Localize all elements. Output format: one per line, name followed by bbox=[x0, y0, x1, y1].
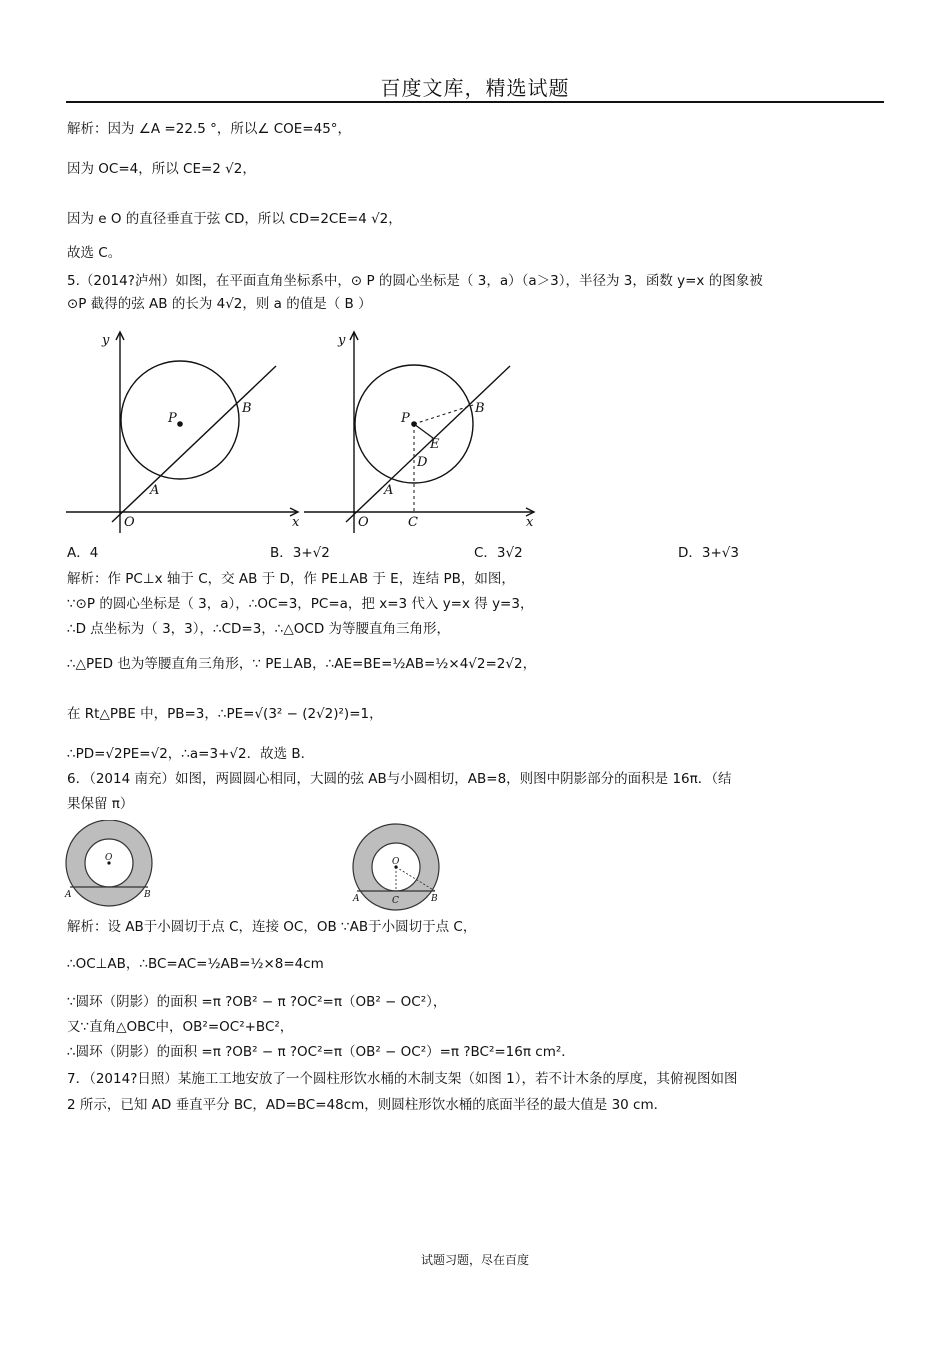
text-line: ∴PD=√2PE=√2，∴a=3+√2．故选 B． bbox=[67, 746, 315, 762]
point-a-label: A bbox=[150, 483, 160, 498]
text-line: 因为 OC=4，所以 CE=2 √2， bbox=[67, 161, 256, 177]
q5-figures bbox=[62, 318, 542, 538]
text-line: ∴D 点坐标为（ 3，3），∴CD=3，∴△OCD 为等腰直角三角形， bbox=[67, 621, 451, 637]
question-6-line-2: 果保留 π） bbox=[67, 796, 134, 812]
point-b-label: B bbox=[475, 401, 485, 416]
text-line: ∴△PED 也为等腰直角三角形，∵ PE⊥AB，∴AE=BE=½AB=½×4√2=2√2， bbox=[67, 656, 537, 672]
question-5-line-1: 5.（2014?泸州）如图，在平面直角坐标系中，⊙ P 的圆心坐标是（ 3，a）（a＞3），半径为 3，函数 y=x 的图象被 bbox=[67, 273, 763, 289]
question-7-line-1: 7．（2014?日照）某施工工地安放了一个圆柱形饮水桶的木制支架（如图 1），若不计木条的厚度，其俯视图如图 bbox=[67, 1071, 738, 1087]
point-p-label: P bbox=[401, 411, 410, 426]
center-o-label: O bbox=[392, 857, 400, 867]
origin-label: O bbox=[124, 515, 135, 530]
option-a: A．4 bbox=[67, 545, 99, 561]
point-a-label: A bbox=[65, 890, 72, 900]
point-a-label: A bbox=[384, 483, 394, 498]
origin-label: O bbox=[358, 515, 369, 530]
point-c-label: C bbox=[408, 515, 418, 530]
text-line: 在 Rt△PBE 中，PB=3，∴PE=√(3² − (2√2)²)=1， bbox=[67, 706, 383, 722]
y-axis-label: y bbox=[102, 333, 110, 348]
point-a-label: A bbox=[353, 894, 360, 904]
header-rule bbox=[66, 101, 884, 103]
x-axis-label: x bbox=[526, 515, 534, 530]
text-line: 解析：设 AB于小圆切于点 C，连接 OC，OB ∵AB于小圆切于点 C， bbox=[67, 919, 477, 935]
page-header-title: 百度文库，精选试题 bbox=[380, 76, 570, 100]
text-line: 故选 C。 bbox=[67, 245, 122, 261]
option-d: D．3+√3 bbox=[678, 545, 739, 561]
question-7-line-2: 2 所示，已知 AD 垂直平分 BC，AD=BC=48cm，则圆柱形饮水桶的底面半径的最大值是 30 cm． bbox=[67, 1097, 668, 1113]
question-6-line-1: 6．（2014 南充）如图，两圆圆心相同，大圆的弦 AB与小圆相切，AB=8，则图中阴影部分的面积是 16π．（结 bbox=[67, 771, 732, 787]
page-footer: 试题习题，尽在百度 bbox=[420, 1253, 529, 1267]
text-line: 又∵直角△OBC中，OB²=OC²+BC²， bbox=[67, 1019, 294, 1035]
text-line: 因为 e O 的直径垂直于弦 CD，所以 CD=2CE=4 √2， bbox=[67, 211, 402, 227]
point-b-label: B bbox=[242, 401, 252, 416]
point-d-label: D bbox=[417, 455, 428, 470]
point-c-label: C bbox=[392, 896, 399, 906]
text-line: 解析：因为 ∠A =22.5 °，所以∠ COE=45°， bbox=[67, 121, 352, 137]
center-o-label: O bbox=[105, 853, 113, 863]
text-line: ∴OC⊥AB，∴BC=AC=½AB=½×8=4cm bbox=[67, 956, 324, 972]
question-5-line-2: ⊙P 截得的弦 AB 的长为 4√2，则 a 的值是（ B ） bbox=[67, 296, 372, 312]
text-line: ∵⊙P 的圆心坐标是（ 3，a），∴OC=3，PC=a，把 x=3 代入 y=x 得 y=3， bbox=[67, 596, 534, 612]
q6-figures bbox=[62, 820, 452, 915]
text-line: ∴圆环（阴影）的面积 =π ?OB² − π ?OC²=π（OB² − OC²）=π ?BC²=16π cm²． bbox=[67, 1044, 575, 1060]
x-axis-label: x bbox=[292, 515, 300, 530]
point-b-label: B bbox=[431, 894, 438, 904]
y-axis-label: y bbox=[338, 333, 346, 348]
point-p-label: P bbox=[168, 411, 177, 426]
option-b: B．3+√2 bbox=[270, 545, 330, 561]
point-e-label: E bbox=[430, 437, 440, 452]
option-c: C．3√2 bbox=[474, 545, 523, 561]
text-line: ∵圆环（阴影）的面积 =π ?OB² − π ?OC²=π（OB² − OC²）， bbox=[67, 994, 447, 1010]
point-b-label: B bbox=[144, 890, 151, 900]
text-line: 解析：作 PC⊥x 轴于 C，交 AB 于 D，作 PE⊥AB 于 E，连结 PB，如图， bbox=[67, 571, 515, 587]
